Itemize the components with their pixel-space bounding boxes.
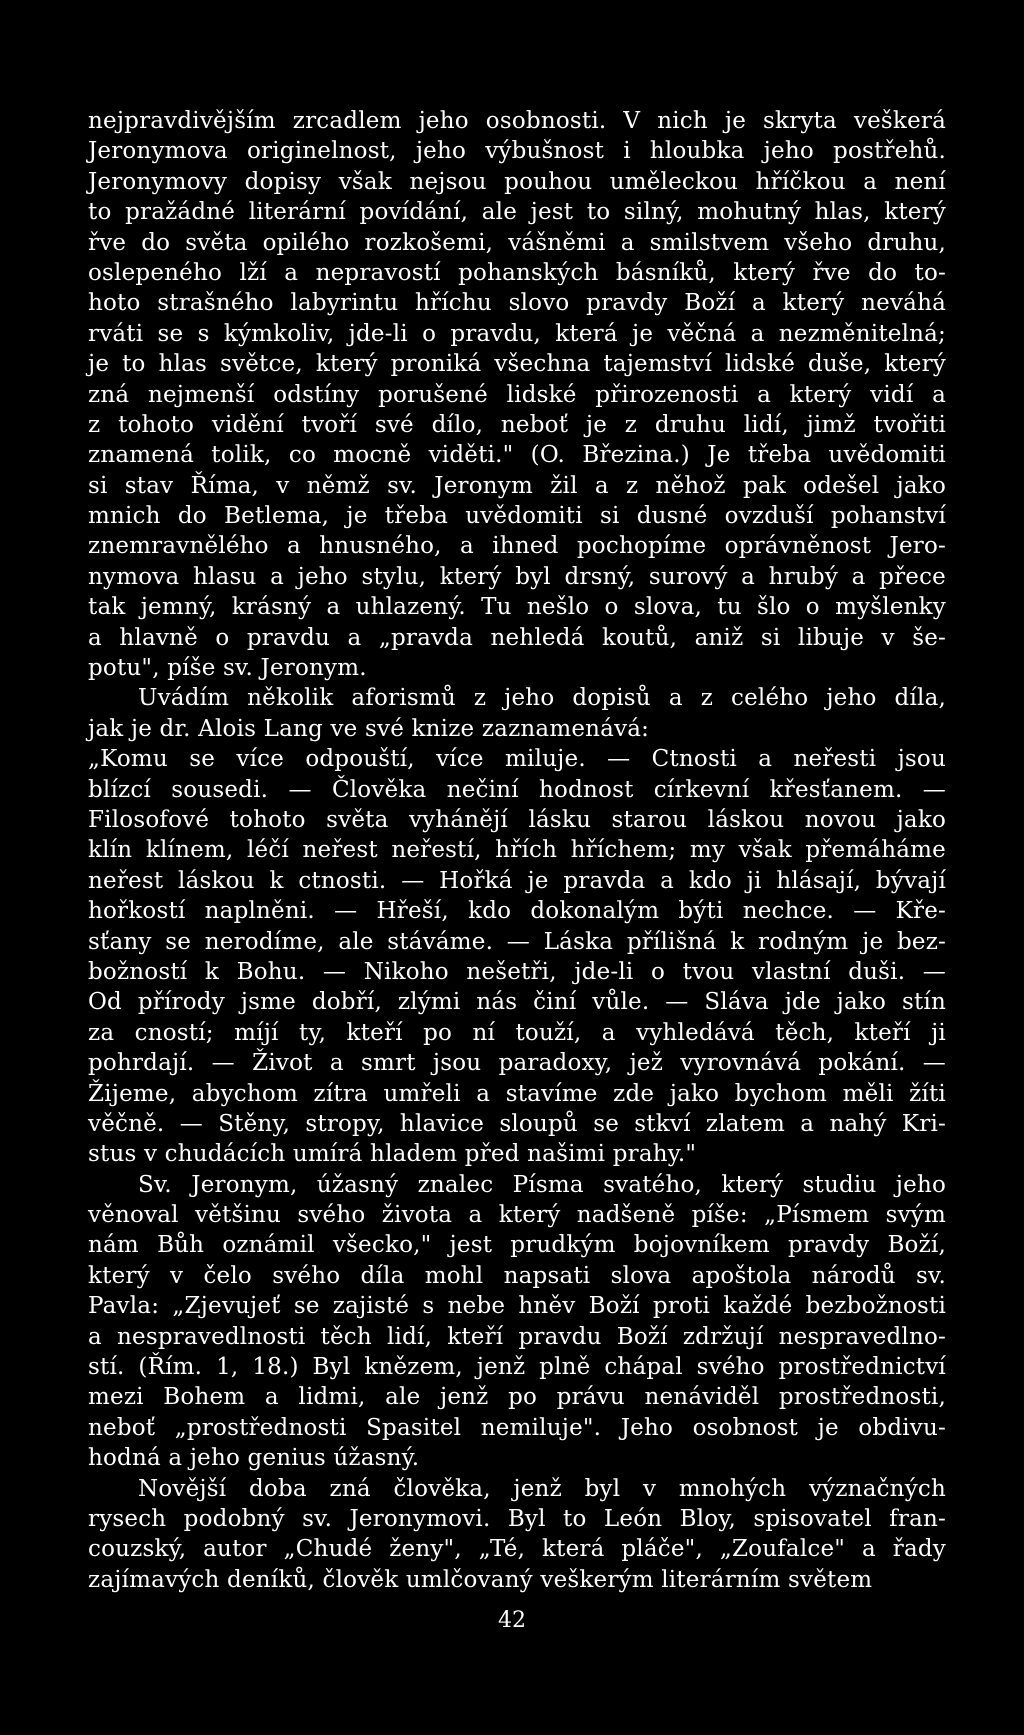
text-line: „Komu se více odpouští, více miluje. — Ctnosti a neřesti jsou [88, 746, 946, 773]
text-line: pohrdají. — Život a smrt jsou paradoxy, jež vyrovnává pokání. — [88, 1050, 946, 1077]
text-line: Jeronymovy dopisy však nejsou pouhou uměleckou hříčkou a není [88, 168, 946, 195]
text-line: Jeronymova originelnost, jeho výbušnost i hloubka jeho postřehů. [88, 138, 946, 165]
text-line: to pražádné literární povídání, ale jest to silný, mohutný hlas, který [88, 199, 946, 226]
text-line: Novější doba zná člověka, jenž byl v mnohých význačných [138, 1475, 946, 1502]
text-line: potu", píše sv. Jeronym. [88, 655, 367, 682]
text-line: zná nejmenší odstíny porušené lidské přirozenosti a který vidí a [88, 381, 946, 408]
text-line: mezi Bohem a lidmi, ale jenž po právu nenáviděl prostřednosti, [88, 1384, 946, 1411]
text-line: řve do světa opilého rozkošemi, vášněmi a smilstvem všeho druhu, [88, 229, 946, 256]
text-line: který v čelo svého díla mohl napsati slova apoštola národů sv. [88, 1262, 946, 1289]
text-line: sťany se nerodíme, ale stáváme. — Láska přílišná k rodným je bez- [88, 928, 946, 955]
text-line: stí. (Řím. 1, 18.) Byl knězem, jenž plně chápal svého prostřednictví [88, 1354, 946, 1381]
text-line: rváti se s kýmkoliv, jde-li o pravdu, která je věčná a nezměnitelná; [88, 320, 946, 347]
text-line: neboť „prostřednosti Spasitel nemiluje". Jeho osobnost je obdivu- [88, 1414, 946, 1441]
text-line: a hlavně o pravdu a „pravda nehledá koutů, aniž si libuje v še- [88, 624, 946, 651]
text-line: Uvádím několik aforismů z jeho dopisů a z celého jeho díla, [138, 685, 946, 712]
text-line: věčně. — Stěny, stropy, hlavice sloupů se stkví zlatem a nahý Kri- [88, 1110, 946, 1137]
text-line: nejpravdivějším zrcadlem jeho osobnosti. V nich je skryta veškerá [88, 108, 946, 134]
text-line: stus v chudácích umírá hladem před našimi prahy." [88, 1141, 697, 1168]
text-line: Pavla: „Zjevujeť se zajisté s nebe hněv Boží proti každé bezbožnosti [88, 1293, 946, 1320]
text-line: a nespravedlnosti těch lidí, kteří pravdu Boží zdržují nespravedlno- [88, 1323, 946, 1350]
text-line: znemravnělého a hnusného, a ihned pochopíme oprávněnost Jero- [88, 533, 946, 560]
text-line: Filosofové tohoto světa vyhánějí lásku starou láskou novou jako [88, 806, 946, 833]
text-line: hoto strašného labyrintu hříchu slovo pravdy Boží a který neváhá [88, 290, 946, 317]
text-line: hořkostí naplněni. — Hřeší, kdo dokonalým býti nechce. — Kře- [88, 898, 946, 925]
text-line: nám Bůh oznámil všecko," jest prudkým bojovníkem pravdy Boží, [88, 1232, 946, 1259]
text-line: zajímavých deníků, člověk umlčovaný veškerým literárním světem [88, 1566, 873, 1593]
text-line: nymova hlasu a jeho stylu, který byl drsný, surový a hrubý a přece [88, 563, 946, 590]
text-line: Sv. Jeronym, úžasný znalec Písma svatého, který studiu jeho [138, 1171, 946, 1198]
text-line: je to hlas světce, který proniká všechna tajemství lidské duše, který [88, 351, 946, 378]
text-line: hodná a jeho genius úžasný. [88, 1445, 420, 1472]
text-line: klín klínem, léčí neřest neřestí, hřích hříchem; my však přemáháme [88, 837, 946, 864]
text-line: Od přírody jsme dobří, zlými nás činí vůle. — Sláva jde jako stín [88, 989, 946, 1016]
text-line: blízcí sousedi. — Člověka nečiní hodnost církevní křesťanem. — [88, 776, 946, 803]
text-line: Žijeme, abychom zítra umřeli a stavíme zde jako bychom měli žíti [88, 1080, 946, 1107]
text-line: za cností; míjí ty, kteří po ní touží, a vyhledává těch, kteří ji [88, 1019, 946, 1046]
text-line: si stav Říma, v němž sv. Jeronym žil a z něhož pak odešel jako [88, 472, 946, 499]
text-line: znamená tolik, co mocně viděti." (O. Březina.) Je třeba uvědomiti [88, 442, 946, 469]
body-text [88, 106, 946, 1595]
text-line: rysech podobný sv. Jeronymovi. Byl to León Bloy, spisovatel fran- [88, 1505, 946, 1532]
text-line: věnoval většinu svého života a který nadšeně píše: „Písmem svým [88, 1202, 946, 1229]
text-line: couzský, autor „Chudé ženy", „Té, která pláče", „Zoufalce" a řady [88, 1536, 946, 1563]
text-line: jak je dr. Alois Lang ve své knize zaznamenává: [88, 715, 650, 742]
text-line: tak jemný, krásný a uhlazený. Tu nešlo o slova, tu šlo o myšlenky [88, 594, 946, 621]
text-line: z tohoto vidění tvoří své dílo, neboť je z druhu lidí, jimž tvořiti [88, 411, 946, 438]
text-line: mnich do Betlema, je třeba uvědomiti si dusné ovzduší pohanství [88, 503, 946, 530]
text-line: neřest láskou k ctnosti. — Hořká je pravda a kdo ji hlásají, bývají [88, 867, 946, 894]
text-line: božností k Bohu. — Nikoho nešetři, jde-li o tvou vlastní duši. — [88, 958, 946, 985]
page-number: 42 [498, 1608, 526, 1633]
text-line: oslepeného lží a nepravostí pohanských básníků, který řve do to- [88, 259, 946, 286]
